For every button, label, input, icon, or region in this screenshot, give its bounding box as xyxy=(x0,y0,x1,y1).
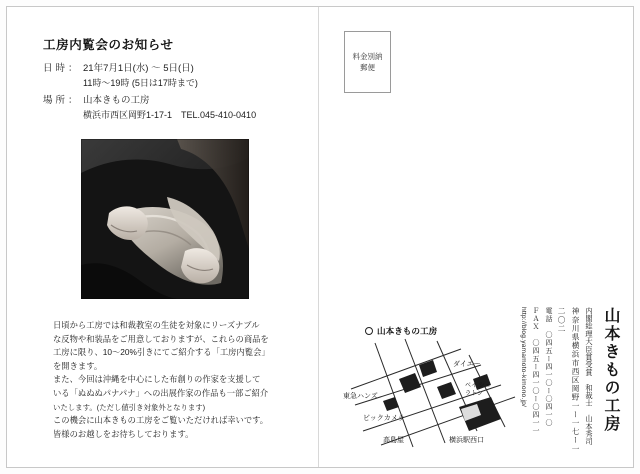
body-line: を開きます。 xyxy=(53,360,103,371)
postage-line-1: 料金別納 xyxy=(352,52,383,61)
postage-stamp-box xyxy=(344,31,391,93)
fax-line: ＦＡＸ 〇四五ー四一〇ー〇四一一 xyxy=(532,307,539,435)
info-datetime-label: 日時： xyxy=(43,63,81,74)
address-line-1: 神奈川県横浜市西区岡野一ー一七ー一 xyxy=(571,307,580,454)
info-datetime xyxy=(43,61,198,90)
map-label-takashimaya: 高島屋 xyxy=(383,437,404,444)
body-line: な反物や和装品をご用意しておりますが、これらの商品を xyxy=(53,333,269,344)
map-label-bay-sheraton: ベイ シェラトン xyxy=(465,383,491,397)
address-line-2: 二〇二 xyxy=(557,307,566,333)
body-text xyxy=(53,319,285,441)
postage-line-2: 郵便 xyxy=(360,63,375,72)
shop-name: 山本きもの工房 xyxy=(602,307,619,433)
map-label-tokyu-hands: 東急ハンズ xyxy=(343,393,378,400)
body-note: いたします。(ただし値引き対象外となります) xyxy=(53,402,206,412)
info-datetime-sub: 11時～19時 (5日は17時まで) xyxy=(83,78,198,88)
body-line: 皆様のお越しをお待ちしております。 xyxy=(53,428,194,439)
map-label-bic-camera: ビックカメラ xyxy=(363,415,405,422)
photo-illustration xyxy=(81,139,249,299)
map-label-daiei: ダイエー xyxy=(453,361,481,368)
left-panel xyxy=(7,7,318,467)
page-title: 工房内覧会のお知らせ xyxy=(43,38,174,52)
right-panel xyxy=(319,7,634,467)
body-line: 工房に限り、10～20%引きにてご紹介する「工房内覧会」 xyxy=(53,347,270,358)
shop-role: 内閣総理大臣賞受賞 和裁士 山本秀司 xyxy=(585,307,594,446)
blog-url: http://blog.yamamoto-kimono.jp/ xyxy=(520,307,527,408)
info-place xyxy=(43,93,256,122)
body-line: また、今回は沖縄を中心にした布創りの作家を支援して xyxy=(53,374,261,385)
body-line: いる「ぬぬぬパナパナ」への出展作家の作品も一部ご紹介 xyxy=(53,387,269,398)
address-block xyxy=(518,307,622,457)
info-place-sub: 横浜市西区岡野1-17-1 TEL.045-410-0410 xyxy=(83,110,257,120)
body-line: この機会に山本きもの工房をご覧いただければ幸いです。 xyxy=(53,415,269,426)
map-marker-icon xyxy=(365,327,373,335)
body-line: 日頃から工房では和裁教室の生徒を対象にリーズナブル xyxy=(53,320,260,330)
map-label-yokohama-west-exit: 横浜駅西口 xyxy=(449,437,484,444)
location-map xyxy=(341,325,527,445)
info-place-value: 山本きもの工房 xyxy=(83,95,150,106)
map-title: 山本きもの工房 xyxy=(377,326,438,336)
info-place-label: 場所： xyxy=(43,95,81,106)
kimono-fabric-photo xyxy=(81,139,249,299)
tel-line: 電話 〇四五ー四一〇ー〇四一〇 xyxy=(545,307,552,427)
info-datetime-value: 21年7月1日(水) ～ 5日(日) xyxy=(83,63,194,74)
